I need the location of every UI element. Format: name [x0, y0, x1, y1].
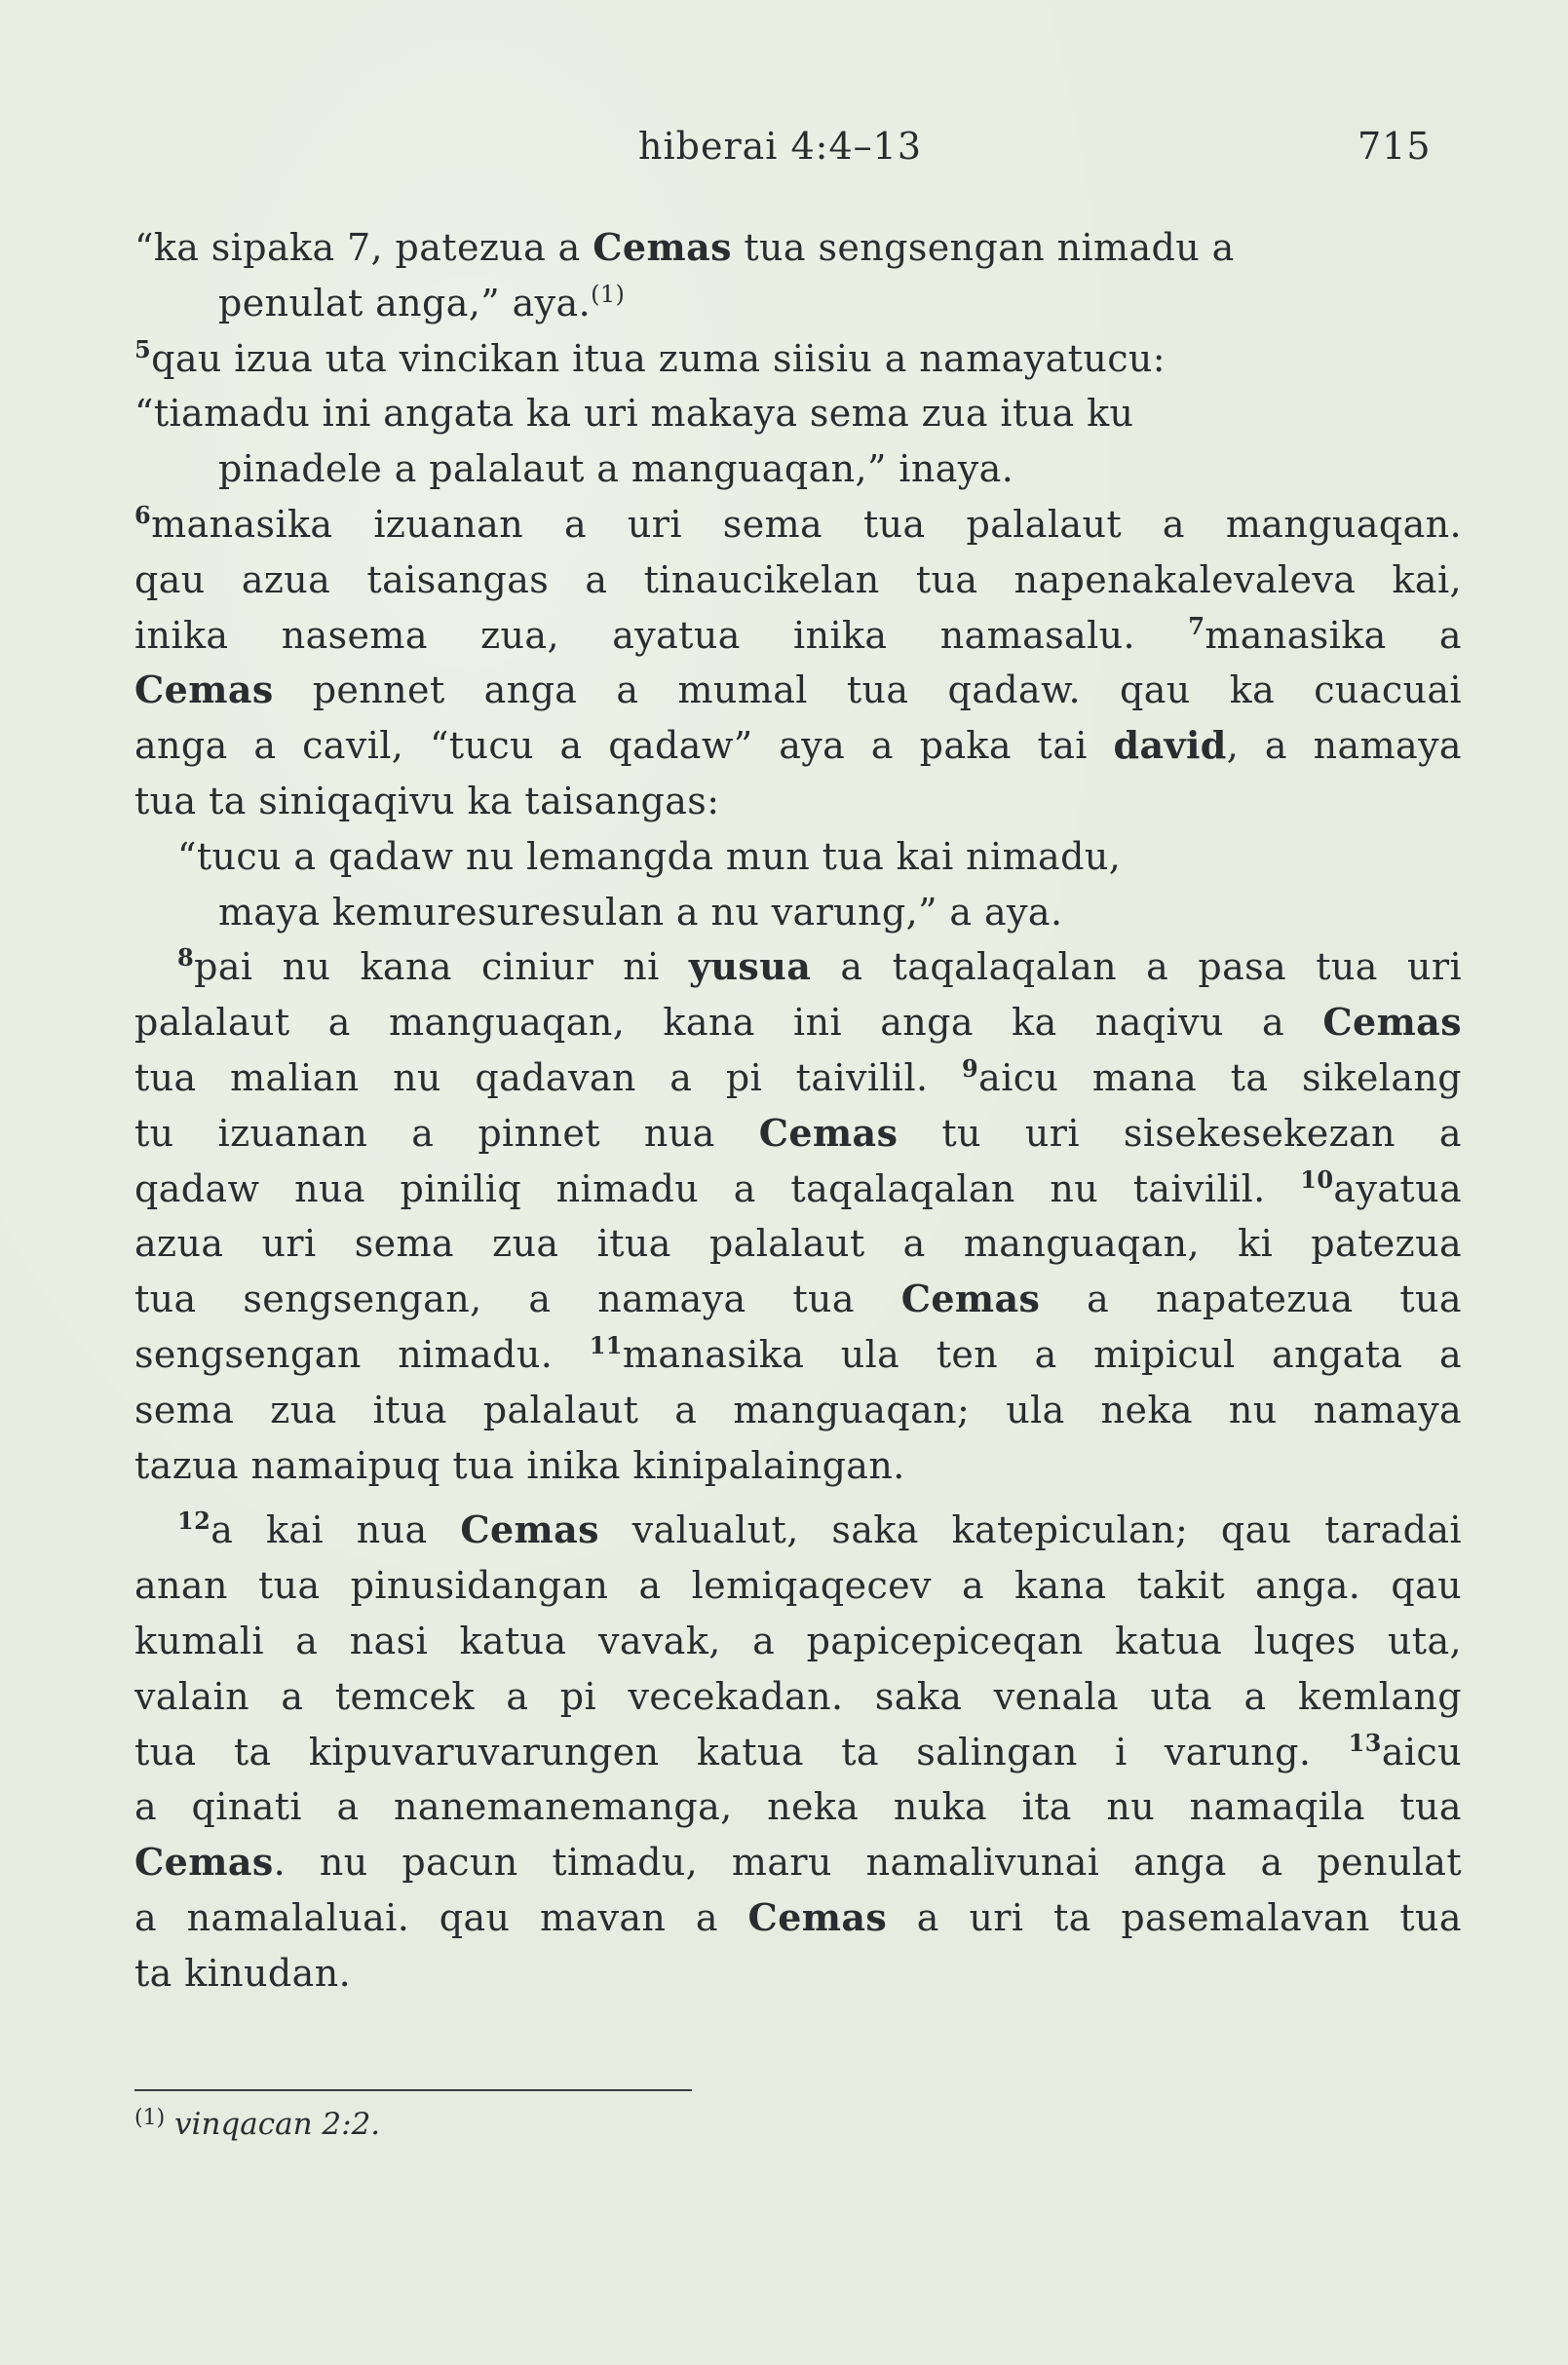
footnote-text: vinqacan 2:2. [174, 2107, 381, 2142]
footnote-mark: (1) [134, 2106, 166, 2130]
page-header [0, 125, 1568, 183]
text-line: tua sengsengan, a namaya tua Cemas a napatezua tua [134, 1277, 1462, 1321]
text-line: a namalaluai. qau mavan a Cemas a uri ta pasemalavan tua [134, 1894, 1462, 1939]
text-line: “ka sipaka 7, patezua a Cemas tua sengsengan nimadu a [134, 225, 1235, 269]
verse-number: 8 [177, 943, 195, 973]
text-line: inika nasema zua, ayatua inika namasalu. $^7$manasika a [134, 611, 1462, 657]
verse-number: 10 [1300, 1164, 1334, 1194]
text-line: tua ta kipuvaruvarungen katua ta salingan i varung. $^{13}$aicu [134, 1728, 1462, 1774]
text-line: valain a temcek a pi vecekadan. saka venala uta a kemlang [134, 1674, 1462, 1718]
paragraph-gap [134, 1493, 1462, 1503]
text-line: pinadele a palalaut a manguaqan,” inaya. [218, 447, 1014, 491]
text-line: palalaut a manguaqan, kana ini anga ka naqivu a Cemas [134, 1000, 1462, 1045]
text-line: tu izuanan a pinnet nua Cemas tu uri sisekesekezan a [134, 1110, 1462, 1155]
text-line: sema zua itua palalaut a manguaqan; ula neka nu namaya [134, 1388, 1462, 1431]
text-line: “tiamadu ini angata ka uri makaya sema zua itua ku [134, 392, 1134, 436]
verse-number: 13 [1348, 1728, 1382, 1757]
running-head: hiberai 4:4–13 [638, 125, 923, 168]
text-line: penulat anga,” aya.$^{(1)}$ [218, 280, 626, 324]
text-line: tua malian nu qadavan a pi taivilil. $^9$aicu mana ta sikelang [134, 1053, 1462, 1099]
footnote [134, 2103, 380, 2146]
text-line: anan tua pinusidangan a lemiqaqecev a kana takit anga. qau [134, 1564, 1462, 1608]
body-text [134, 220, 1462, 2002]
footnote-reference: (1) [591, 280, 626, 308]
text-line: $^8$pai nu kana ciniur ni yusua a taqalaqalan a pasa tua uri [177, 943, 1462, 989]
footnote-divider [134, 2089, 692, 2091]
verse-number: 6 [134, 500, 152, 529]
verse-number: 11 [589, 1330, 623, 1359]
verse-number: 9 [962, 1053, 979, 1083]
text-line: qadaw nua piniliq nimadu a taqalaqalan nu taivilil. $^{10}$ayatua [134, 1164, 1462, 1210]
text-line: a qinati a nanemanemanga, neka nuka ita nu namaqila tua [134, 1785, 1462, 1829]
text-line: $^5$qau izua uta vincikan itua zuma siisiu a namayatucu: [134, 334, 1166, 380]
text-line: qau azua taisangas a tinaucikelan tua napenakalevaleva kai, [134, 557, 1462, 601]
text-line: Cemas. nu pacun timadu, maru namalivunai anga a penulat [134, 1840, 1462, 1885]
text-line: Cemas pennet anga a mumal tua qadaw. qau ka cuacuai [134, 668, 1462, 712]
text-line: ta kinudan. [134, 1951, 352, 1995]
text-line: tua ta siniqaqivu ka taisangas: [134, 779, 720, 822]
text-line: maya kemuresuresulan a nu varung,” a aya. [218, 890, 1063, 934]
page-number: 715 [1358, 125, 1432, 168]
text-line: tazua namaipuq tua inika kinipalaingan. [134, 1443, 905, 1487]
text-line: azua uri sema zua itua palalaut a manguaqan, ki patezua [134, 1222, 1462, 1266]
text-line: kumali a nasi katua vavak, a papicepiceqan katua luqes uta, [134, 1619, 1462, 1662]
verse-number: 5 [134, 334, 152, 363]
verse-number: 12 [177, 1507, 211, 1536]
text-line: sengsengan nimadu. $^{11}$manasika ula ten a mipicul angata a [134, 1330, 1462, 1376]
text-line: “tucu a qadaw nu lemangda mun tua kai nimadu, [177, 834, 1122, 878]
verse-number: 7 [1188, 611, 1205, 640]
text-line: anga a cavil, “tucu a qadaw” aya a paka tai david, a namaya [134, 723, 1462, 768]
text-line: $^6$manasika izuanan a uri sema tua palalaut a manguaqan. [134, 500, 1462, 546]
text-line: $^{12}$a kai nua Cemas valualut, saka katepiculan; qau taradai [177, 1507, 1462, 1552]
